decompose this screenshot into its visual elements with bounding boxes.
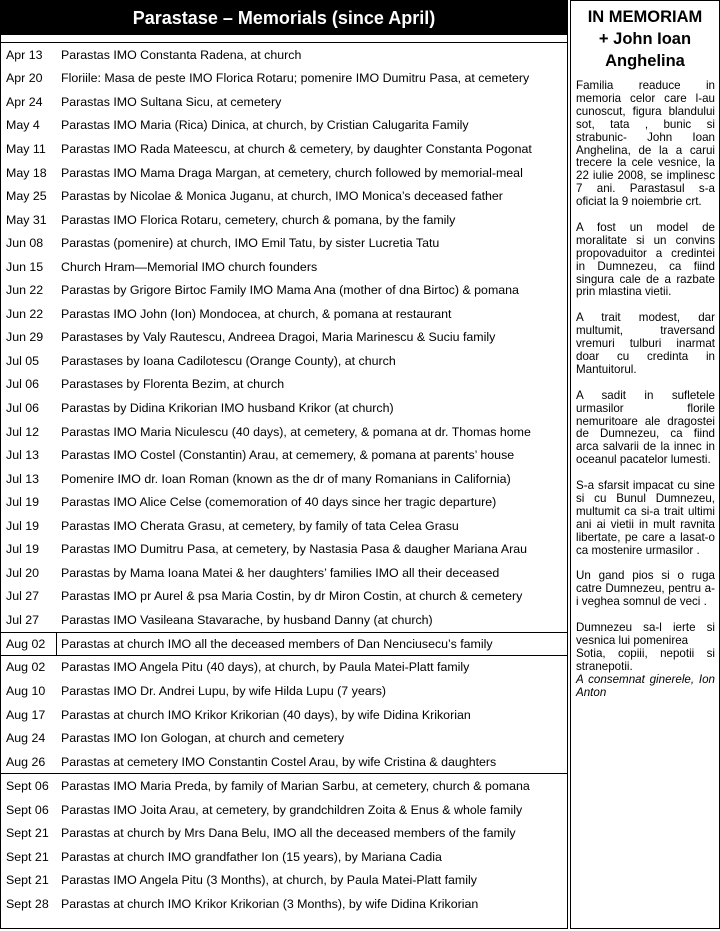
- memorial-date: Aug 24: [6, 731, 46, 746]
- memorial-row: [1, 656, 567, 680]
- memorial-date: May 31: [6, 212, 47, 227]
- memorial-text: Parastas IMO pr Aurel & psa Maria Costin, by dr Miron Costin, at church & cemetery: [61, 589, 523, 604]
- memorial-text: Parastas IMO Dumitru Pasa, at cemetery, by Nastasia Pasa & daugher Mariana Arau: [61, 542, 528, 557]
- memorial-date: Jun 22: [6, 306, 44, 321]
- memorial-text: Parastas at church IMO Krikor Krikorian (3 Months), by wife Didina Krikorian: [61, 896, 479, 911]
- memorial-text: Parastas IMO Constanta Radena, at church: [61, 47, 302, 62]
- memorial-text: Parastas IMO John (Ion) Mondocea, at church, & pomana at restaurant: [61, 306, 452, 321]
- memorial-text: Parastas IMO Ion Gologan, at church and cemetery: [61, 731, 345, 746]
- memorial-date: Jul 13: [6, 448, 40, 463]
- memorial-text: Parastas IMO Mama Draga Margan, at cemetery, church followed by memorial-meal: [61, 165, 523, 180]
- memorial-row: [1, 726, 567, 750]
- memorial-text: Floriile: Masa de peste IMO Florica Rotaru; pomenire IMO Dumitru Pasa, at cemetery: [61, 71, 530, 86]
- memorial-row: [1, 349, 567, 373]
- memorial-row: [1, 514, 567, 538]
- memorial-text: Parastases by Ioana Cadilotescu (Orange County), at church: [61, 353, 396, 368]
- memorial-text: Parastas IMO Cherata Grasu, at cemetery, by family of tata Celea Grasu: [61, 518, 459, 533]
- memorial-text: Parastas IMO Vasileana Stavarache, by husband Danny (at church): [61, 612, 433, 627]
- memorial-row: [1, 585, 567, 609]
- memorial-text: Parastas at church IMO grandfather Ion (15 years), by Mariana Cadia: [61, 849, 442, 864]
- memorial-text: Parastas IMO Maria (Rica) Dinica, at church, by Cristian Calugarita Family: [61, 118, 469, 133]
- in-memoriam-paragraph: Un gand pios si o ruga catre Dumnezeu, pentru a-i veghea somnul de veci .: [576, 569, 715, 609]
- memorial-date: Jul 13: [6, 471, 40, 486]
- memorial-row: [1, 137, 567, 161]
- memorial-row: [1, 750, 567, 774]
- memorial-date: Aug 26: [6, 754, 46, 769]
- in-memoriam-paragraph: A fost un model de moralitate si un convins propovaduitor a credintei in Dumnezeu, ca fiind singura cale de a razbate prin mlastina vietii.: [576, 220, 715, 299]
- in-memoriam-body: [571, 72, 719, 699]
- memorial-date: Aug 10: [6, 683, 46, 698]
- memorial-row: [1, 161, 567, 185]
- memorial-text: Parastas by Grigore Birtoc Family IMO Mama Ana (mother of dna Birtoc) & pomana: [61, 283, 519, 298]
- memorials-title: Parastase – Memorials (since April): [132, 8, 436, 28]
- memorial-row: [1, 396, 567, 420]
- memorial-date: Jul 27: [6, 589, 40, 604]
- in-memoriam-paragraph: A trait modest, dar multumit, traversand vremuri tulburi inarmat doar cu credinta in Mantuitorul.: [576, 311, 715, 376]
- memorial-text: Parastas IMO Angela Pitu (40 days), at church, by Paula Matei-Platt family: [61, 660, 470, 675]
- memorial-row: [1, 420, 567, 444]
- memorial-row: [1, 373, 567, 397]
- memorial-date: Sept 21: [6, 849, 49, 864]
- memorial-row: [1, 114, 567, 138]
- in-memoriam-title-line: + John Ioan: [598, 30, 692, 48]
- memorial-text: Parastas IMO Maria Preda, by family of Marian Sarbu, at cemetery, church & pomana: [61, 779, 530, 794]
- memorial-date: May 18: [6, 165, 47, 180]
- memorial-row: [1, 798, 567, 822]
- in-memoriam-title-line: Anghelina: [605, 52, 685, 70]
- memorial-row: [1, 869, 567, 893]
- memorial-row: [1, 773, 567, 798]
- memorials-header: [1, 1, 567, 35]
- memorial-row: [1, 822, 567, 846]
- memorial-date: Apr 13: [6, 47, 43, 62]
- memorial-row: [1, 90, 567, 114]
- memorial-date: Jul 27: [6, 612, 40, 627]
- memorial-date: Jun 29: [6, 330, 44, 345]
- memorial-text: Parastas at cemetery IMO Constantin Costel Arau, by wife Cristina & daughters: [61, 754, 497, 769]
- memorial-date: Aug 17: [6, 707, 46, 722]
- memorial-text: Parastas by Nicolae & Monica Juganu, at church, IMO Monica’s deceased father: [61, 189, 503, 204]
- memorial-date: Jul 06: [6, 400, 40, 415]
- in-memoriam-paragraph: S-a sfarsit impacat cu sine si cu Bunul Dumnezeu, multumit ca si-a trait ultimi ani ai vietii in mult ravnita libertate, pe care a lasat-o ca mostenire urmasilor .: [576, 479, 715, 557]
- memorial-row: [1, 561, 567, 585]
- memorial-date: Jul 19: [6, 542, 40, 557]
- memorial-text: Parastas at church IMO all the deceased members of Dan Nenciusecu’s family: [61, 636, 493, 651]
- memorial-date: Jul 05: [6, 353, 40, 368]
- memorial-text: Parastas IMO Joita Arau, at cemetery, by grandchildren Zoita & Enus & whole family: [61, 802, 523, 817]
- memorial-text: Parastas at church IMO Krikor Krikorian (40 days), by wife Didina Krikorian: [61, 707, 471, 722]
- in-memoriam-signature: A consemnat ginerele, Ion Anton: [576, 672, 715, 699]
- memorial-row: [1, 231, 567, 255]
- memorial-text: Parastas IMO Angela Pitu (3 Months), at church, by Paula Matei-Platt family: [61, 873, 477, 888]
- memorial-row: [1, 537, 567, 561]
- memorial-date: Sept 21: [6, 873, 49, 888]
- memorial-row: [1, 278, 567, 302]
- memorial-row: [1, 467, 567, 491]
- memorial-date: Apr 24: [6, 94, 43, 109]
- memorial-date: Aug 02: [6, 660, 46, 675]
- in-memoriam-paragraph: Familia readuce in memoria celor care l-au cunoscut, figura blandului sot, tata , bunic si strabunic- John Ioan Anghelina, de la a carui trecere la cele vesnice, la 22 iulie 2008, se implinesc 7 ani. Parastasul s-a oficiat la 9 noiembrie crt.: [576, 79, 715, 209]
- memorial-date: Jun 08: [6, 236, 44, 251]
- in-memoriam-panel: [570, 0, 720, 929]
- memorial-date: Jul 20: [6, 565, 40, 580]
- memorials-list: [1, 42, 567, 916]
- memorial-row: [1, 892, 567, 916]
- memorial-text: Parastas IMO Rada Mateescu, at church & cemetery, by daughter Constanta Pogonat: [61, 141, 532, 156]
- memorial-row: [1, 679, 567, 703]
- memorial-row: [1, 845, 567, 869]
- memorial-text: Church Hram—Memorial IMO church founders: [61, 259, 318, 274]
- memorial-text: Parastas at church by Mrs Dana Belu, IMO all the deceased members of the family: [61, 826, 516, 841]
- memorial-text: Parastases by Valy Rautescu, Andreea Dragoi, Maria Marinescu & Suciu family: [61, 330, 496, 345]
- memorial-date: Aug 02: [1, 633, 57, 655]
- memorial-date: Jul 19: [6, 495, 40, 510]
- memorial-text: Pomenire IMO dr. Ioan Roman (known as the dr of many Romanians in California): [61, 471, 511, 486]
- memorial-text: Parastas by Didina Krikorian IMO husband Krikor (at church): [61, 400, 394, 415]
- memorial-date: Sept 28: [6, 896, 49, 911]
- memorial-text: Parastas IMO Sultana Sicu, at cemetery: [61, 94, 282, 109]
- memorial-row: [1, 208, 567, 232]
- memorial-row: [1, 43, 567, 67]
- memorial-date: Jun 22: [6, 283, 44, 298]
- memorial-text: Parastas (pomenire) at church, IMO Emil Tatu, by sister Lucretia Tatu: [61, 236, 440, 251]
- memorial-row: [1, 302, 567, 326]
- memorial-row: [1, 443, 567, 467]
- memorial-text: Parastas IMO Costel (Constantin) Arau, at cememery, & pomana at parents’ house: [61, 448, 515, 463]
- memorial-date: Sept 21: [6, 826, 49, 841]
- memorial-text: Parastas IMO Dr. Andrei Lupu, by wife Hilda Lupu (7 years): [61, 683, 387, 698]
- memorial-row: [1, 632, 567, 656]
- memorial-row: [1, 326, 567, 350]
- memorial-text: Parastas by Mama Ioana Matei & her daughters’ families IMO all their deceased: [61, 565, 500, 580]
- in-memoriam-family: Sotia, copiii, nepotii si stranepotii.: [576, 646, 715, 673]
- in-memoriam-paragraph: A sadit in sufletele urmasilor florile nemuritoare ale dragostei de Dumnezeu, ca fiind arca salvarii de la innec in oceanul pacatelor lumesti.: [576, 388, 715, 467]
- memorial-date: Jun 15: [6, 259, 44, 274]
- memorial-date: May 4: [6, 118, 40, 133]
- memorial-row: [1, 255, 567, 279]
- memorial-row: [1, 608, 567, 632]
- memorial-date: Jul 06: [6, 377, 40, 392]
- memorial-row: [1, 184, 567, 208]
- memorial-date: Sept 06: [6, 802, 49, 817]
- memorial-row: [1, 490, 567, 514]
- memorial-row: [1, 67, 567, 91]
- memorial-text: Parastases by Florenta Bezim, at church: [61, 377, 285, 392]
- memorial-row: [1, 703, 567, 727]
- memorial-date: Jul 12: [6, 424, 40, 439]
- memorial-date: Jul 19: [6, 518, 40, 533]
- memorial-date: May 11: [6, 141, 46, 156]
- memorial-date: Sept 06: [6, 779, 49, 794]
- memorial-text: Parastas IMO Florica Rotaru, cemetery, church & pomana, by the family: [61, 212, 456, 227]
- in-memoriam-paragraph: Dumnezeu sa-l ierte si vesnica lui pomenirea: [576, 620, 715, 647]
- memorial-text: Parastas IMO Alice Celse (comemoration of 40 days since her tragic departure): [61, 495, 497, 510]
- memorial-text: Parastas IMO Maria Niculescu (40 days), at cemetery, & pomana at dr. Thomas home: [61, 424, 531, 439]
- in-memoriam-title-line: IN MEMORIAM: [587, 8, 703, 26]
- memorial-date: Apr 20: [6, 71, 43, 86]
- in-memoriam-title: [571, 1, 719, 72]
- memorial-date: May 25: [6, 189, 47, 204]
